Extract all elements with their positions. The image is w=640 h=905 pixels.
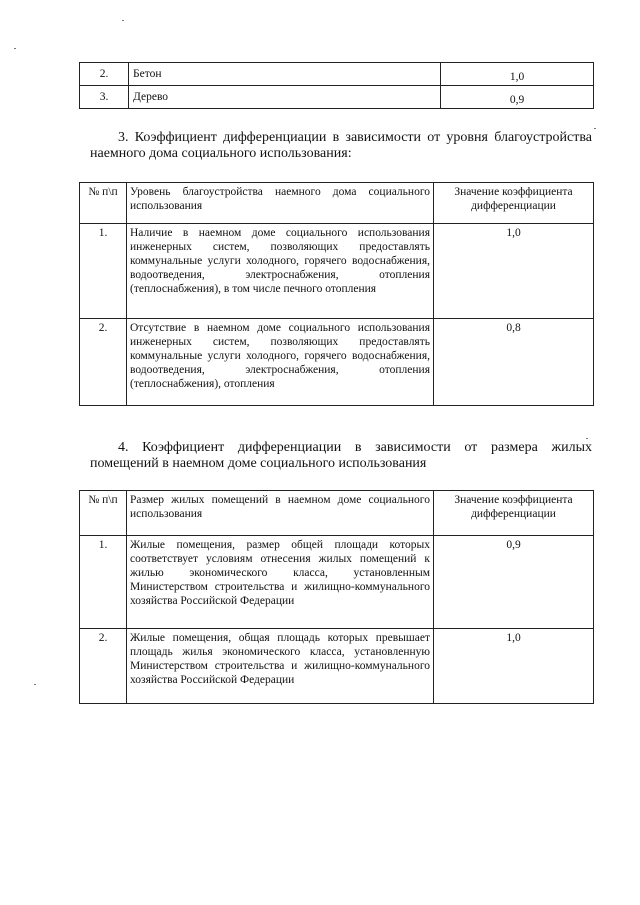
- size-coefficient-table: [79, 490, 594, 704]
- header-amenities-level: Уровень благоустройства наемного дома социального использования: [127, 183, 434, 224]
- header-number: № п\п: [80, 491, 127, 536]
- row-number: 2.: [80, 63, 129, 86]
- coefficient-value: 1,0: [434, 629, 594, 704]
- scan-speck: [14, 48, 16, 49]
- row-number: 2.: [80, 319, 127, 406]
- row-description: Жилые помещения, размер общей площади которых соответствует условиям отнесения жилых помещений к жилью экономического класса, установленным Министерством строительства и жилищно-коммунального хозяйства Российской Федерации: [127, 536, 434, 629]
- row-number: 1.: [80, 224, 127, 319]
- section-3-heading: [90, 130, 592, 162]
- coefficient-value: 0,9: [441, 86, 594, 109]
- coefficient-value: 1,0: [441, 63, 594, 86]
- material-name: Бетон: [129, 63, 441, 86]
- table-row: [80, 536, 594, 629]
- material-name: Дерево: [129, 86, 441, 109]
- section-4-heading: [90, 440, 592, 472]
- table-row: [80, 63, 594, 86]
- row-description: Отсутствие в наемном доме социального использования инженерных систем, позволяющих предоставлять коммунальные услуги холодного, горячего водоснабжения, водоотведения, электроснабжения, отопления (теплоснабжения), отопления: [127, 319, 434, 406]
- table-row: [80, 86, 594, 109]
- table-header-row: [80, 491, 594, 536]
- row-number: 3.: [80, 86, 129, 109]
- header-room-size: Размер жилых помещений в наемном доме социального использования: [127, 491, 434, 536]
- coefficient-value: 0,8: [434, 319, 594, 406]
- row-description: Наличие в наемном доме социального использования инженерных систем, позволяющих предоставлять коммунальные услуги холодного, горячего водоснабжения, водоотведения, электроснабжения, отопления (теплоснабжения), в том числе печного отопления: [127, 224, 434, 319]
- coefficient-value: 1,0: [434, 224, 594, 319]
- scan-speck: [594, 128, 596, 129]
- row-description: Жилые помещения, общая площадь которых превышает площадь жилья экономического класса, установленную Министерством строительства и жилищно-коммунального хозяйства Российской Федерации: [127, 629, 434, 704]
- scan-speck: [586, 438, 588, 439]
- material-coefficient-table: [79, 62, 594, 109]
- section-3-heading-text: 3. Коэффициент дифференциации в зависимости от уровня благоустройства наемного дома социального использования:: [90, 130, 592, 161]
- table-header-row: [80, 183, 594, 224]
- header-coefficient-value: Значение коэффициента дифференциации: [434, 491, 594, 536]
- section-4-heading-text: 4. Коэффициент дифференциации в зависимости от размера жилых помещений в наемном доме социального использования: [90, 440, 592, 471]
- header-coefficient-value: Значение коэффициента дифференциации: [434, 183, 594, 224]
- header-number: № п\п: [80, 183, 127, 224]
- scan-speck: [122, 20, 124, 21]
- scan-speck: [34, 684, 36, 685]
- table-row: [80, 224, 594, 319]
- coefficient-value: 0,9: [434, 536, 594, 629]
- amenities-coefficient-table: [79, 182, 594, 406]
- row-number: 2.: [80, 629, 127, 704]
- table-row: [80, 319, 594, 406]
- table-row: [80, 629, 594, 704]
- row-number: 1.: [80, 536, 127, 629]
